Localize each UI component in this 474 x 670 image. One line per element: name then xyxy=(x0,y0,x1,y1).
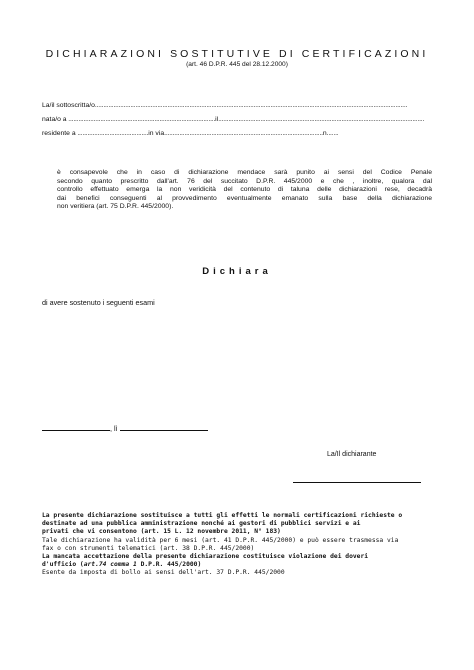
signature-line[interactable] xyxy=(293,482,421,483)
declaration-line: non veritiera (art. 75 D.P.R. 445/2000). xyxy=(57,203,174,210)
exams-intro: di avere sostenuto i seguenti esami xyxy=(42,298,155,307)
declaration-line: secondo quanto prescritto dall'art. 76 del succitato D.P.R. 445/2000 e che , inoltre, qualora dal xyxy=(57,177,432,185)
document-title: DICHIARAZIONI SOSTITUTIVE DI CERTIFICAZIONI xyxy=(45,48,429,60)
birthdate-dots: .......................................................................................................................... xyxy=(218,116,425,123)
declarant-name-label: La/il sottoscritta/o xyxy=(42,102,95,109)
declarant-name-line[interactable] xyxy=(42,101,442,110)
residence-line[interactable] xyxy=(42,129,442,138)
note-line: La presente dichiarazione sostituisce a tutti gli effetti le normali certificazioni richieste o xyxy=(42,512,403,519)
number-dots: ....... xyxy=(326,130,339,137)
signer-label: La/Il dichiarante xyxy=(327,451,377,458)
note-line: privati che vi consentono (art. 15 L. 12 novembre 2011, N° 183) xyxy=(42,528,281,536)
note-line: Tale dichiarazione ha validità per 6 mesi (art. 41 D.P.R. 445/2000) e può essere trasmessa via xyxy=(42,536,399,544)
residence-dots: .......................................... xyxy=(75,130,149,137)
declaration-paragraph xyxy=(57,169,432,212)
declaration-line: controllo effettuato emerga la non veridicità del contenuto di taluna delle dichiarazioni rese, decadrà xyxy=(57,186,432,193)
legal-notes xyxy=(42,512,434,578)
declaration-line: è consapevole che in caso di dichiarazione mendace sarà punito ai sensi del Codice Penale xyxy=(57,169,432,176)
residence-label: residente a xyxy=(42,130,76,137)
dichiara-heading: Dichiara xyxy=(202,266,272,277)
birthdate-label: il xyxy=(215,116,219,123)
note-text: D.P.R. 445/2000) xyxy=(136,561,202,569)
number-label: n xyxy=(322,130,327,137)
note-line: destinate ad una pubblica amministrazione nonché ai gestori di pubblici servizi e ai xyxy=(42,520,361,528)
birthplace-dots: ....................................................................................... xyxy=(66,116,216,123)
note-text: d'ufficio ( xyxy=(42,561,84,569)
place-date-line[interactable] xyxy=(42,423,208,433)
note-line: La mancata accettazione della presente dichiarazione costituisce violazione dei doveri xyxy=(42,553,369,561)
declarant-name-dots: ......................................................................................................................................................................................... xyxy=(94,102,408,109)
note-line xyxy=(42,561,434,569)
birth-line[interactable] xyxy=(42,115,442,124)
street-dots: .............................................................................................. xyxy=(164,130,323,137)
note-line: fax o con strumenti telematici (art. 38 D.P.R. 445/2000) xyxy=(42,544,255,552)
birthplace-label: nata/o a xyxy=(42,116,67,123)
note-line: Esente da imposta di bollo ai sensi dell'art. 37 D.P.R. 445/2000 xyxy=(42,569,285,577)
place-blank[interactable] xyxy=(42,423,110,431)
date-blank[interactable] xyxy=(120,423,208,431)
street-label: in via xyxy=(148,130,165,137)
place-date-separator: , lì xyxy=(110,424,118,433)
document-subtitle: (art. 46 D.P.R. 445 del 28.12.2000) xyxy=(186,61,288,68)
note-text-italic: art.74 comma 1 xyxy=(83,561,137,569)
declaration-line: dai benefici conseguenti al provvedimento eventualmente emanato sulla base della dichiarazione xyxy=(57,194,432,202)
